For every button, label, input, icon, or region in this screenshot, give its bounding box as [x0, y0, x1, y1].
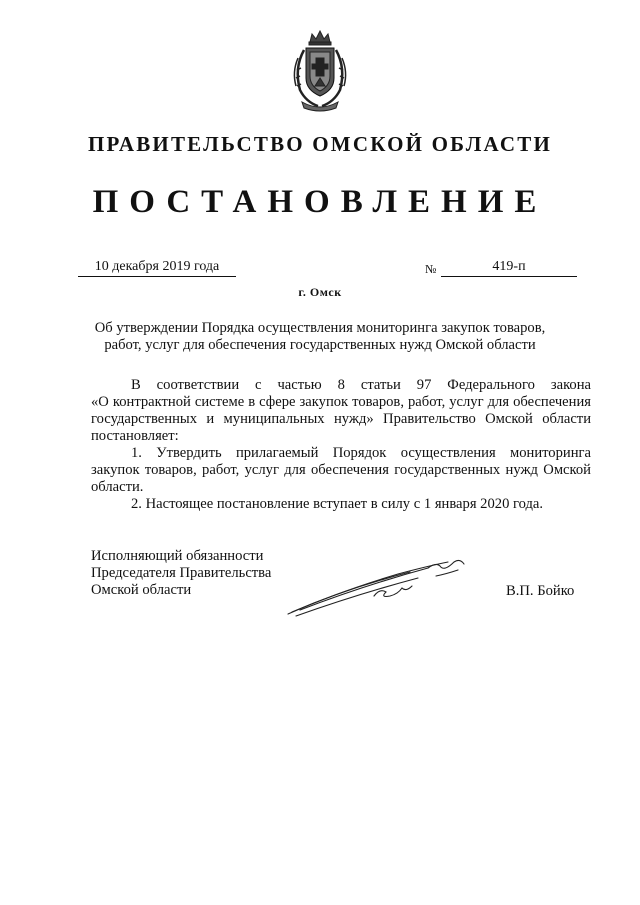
preamble-text: «О контрактной системе в сфере закупок товаров, работ, услуг для обеспечения государственных и муниципальных нужд» Правительство Омской области постановляет:	[91, 394, 591, 444]
subject-line: работ, услуг для обеспечения государственных нужд Омской области	[104, 337, 536, 353]
item-1-first-line: 1. Утвердить прилагаемый Порядок осуществления мониторинга	[131, 445, 591, 461]
signer-position-line: Исполняющий обязанности	[91, 548, 264, 564]
document-body	[91, 377, 591, 513]
signer-position-line: Председателя Правительства	[91, 565, 272, 581]
document-number: 419-п	[441, 259, 577, 277]
item-1-text: закупок товаров, работ, услуг для обеспечения государственных нужд Омской области.	[91, 462, 591, 495]
subject-line: Об утверждении Порядка осуществления мониторинга закупок товаров,	[94, 320, 546, 336]
coat-of-arms-icon	[288, 28, 352, 112]
preamble-first-line: В соответствии с частью 8 статьи 97 Федерального закона	[131, 377, 591, 393]
government-title: ПРАВИТЕЛЬСТВО ОМСКОЙ ОБЛАСТИ	[87, 132, 552, 156]
signer-position-line: Омской области	[91, 582, 192, 598]
document-subject	[80, 320, 560, 354]
document-type-title: ПОСТАНОВЛЕНИЕ	[92, 184, 548, 220]
signature-icon	[278, 552, 468, 624]
number-sign: №	[425, 262, 437, 276]
item-2-text: 2. Настоящее постановление вступает в силу с 1 января 2020 года.	[131, 496, 544, 512]
document-date: 10 декабря 2019 года	[78, 259, 236, 277]
signer-name: В.П. Бойко	[506, 583, 575, 599]
document-city: г. Омск	[298, 285, 342, 299]
